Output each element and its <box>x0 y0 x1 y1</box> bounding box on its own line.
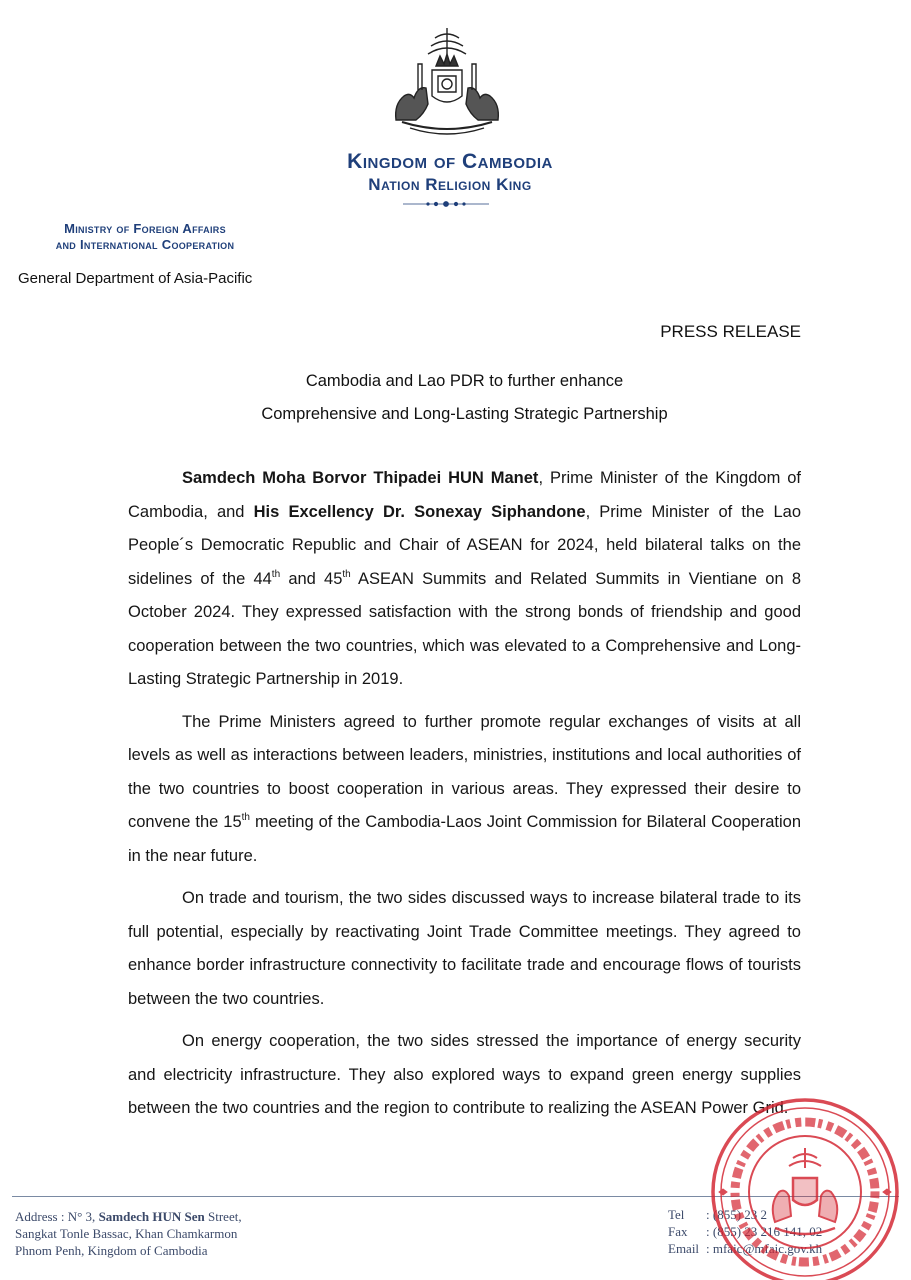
ordinal-suffix: th <box>342 568 351 580</box>
fax-value: : (855) 23 216 141, 02 <box>706 1224 823 1239</box>
address-street-suffix: Street, <box>204 1209 242 1224</box>
email-label: Email <box>668 1241 700 1256</box>
headline-line2: Comprehensive and Long-Lasting Strategic Partnership <box>261 405 668 423</box>
official-red-seal-icon <box>705 1092 905 1280</box>
paragraph-4: On energy cooperation, the two sides stressed the importance of energy security and electricity infrastructure. They also explored ways to expand green energy supplies between the two countries and the region to contribute to realizing the ASEAN Power Grid. <box>128 1032 801 1117</box>
paragraph-1 <box>128 462 801 697</box>
tel-label: Tel <box>668 1207 685 1222</box>
paragraph-2-text-a: The Prime Ministers agreed to further promote regular exchanges of visits at all levels as well as interactions between leaders, ministries, institutions and local authorities of the two countries to boost cooperation in various areas. They expressed their desire to convene the 15 <box>128 712 801 831</box>
email-value: : mfaic@mfaic.gov.kh <box>706 1241 823 1256</box>
department-name: General Department of Asia-Pacific <box>18 270 253 287</box>
paragraph-1-text-c: and 45 <box>280 569 343 588</box>
ministry-name-line2: and International Cooperation <box>55 237 235 252</box>
royal-coat-of-arms-icon <box>388 24 506 140</box>
headline-line1: Cambodia and Lao PDR to further enhance <box>305 372 624 390</box>
paragraph-2-text-b: meeting of the Cambodia-Laos Joint Commission for Bilateral Cooperation in the near future. <box>128 813 801 865</box>
kingdom-title: Kingdom of Cambodia <box>347 150 553 173</box>
footer-address <box>15 1208 242 1259</box>
pm-cambodia-name: Samdech Moha Borvor Thipadei HUN Manet <box>182 469 539 487</box>
address-prefix: Address : N° 3, <box>15 1209 99 1224</box>
address-line-2: Sangkat Tonle Bassac, Khan Chamkarmon <box>15 1226 238 1241</box>
paragraph-1-text-a: , Prime Minister of the Kingdom of Cambodia, and <box>128 469 802 521</box>
address-street-name: Samdech HUN Sen <box>98 1209 205 1224</box>
press-release-body <box>128 462 801 1135</box>
pm-laos-name: His Excellency Dr. Sonexay Siphandone <box>253 502 586 521</box>
address-line-3: Phnom Penh, Kingdom of Cambodia <box>15 1243 208 1258</box>
document-label: PRESS RELEASE <box>660 322 801 341</box>
tel-value: : (855) 23 2 <box>706 1207 768 1222</box>
fax-label: Fax <box>668 1224 688 1239</box>
ministry-name-line1: Ministry of Foreign Affairs <box>64 221 226 236</box>
paragraph-1-text-b: , Prime Minister of the Lao People´s Democratic Republic and Chair of ASEAN for 2024, held bilateral talks on the sidelines of the 44 <box>128 502 802 588</box>
paragraph-1-text-d: ASEAN Summits and Related Summits in Vientiane on 8 October 2024. They expressed satisfaction with the strong bonds of friendship and good cooperation between the two countries, which was elevated to a Comprehensive and Long-Lasting Strategic Partnership in 2019. <box>128 569 801 688</box>
paragraph-2 <box>128 706 801 874</box>
ordinal-suffix: th <box>241 812 250 823</box>
national-motto: Nation Religion King <box>368 175 532 194</box>
paragraph-3: On trade and tourism, the two sides discussed ways to increase bilateral trade to its full potential, especially by reactivating Joint Trade Committee meetings. They agreed to enhance border infrastructure connectivity to facilitate trade and encourage flows of tourists between the two countries. <box>128 889 801 1008</box>
ordinal-suffix: th <box>271 568 281 580</box>
address-line-1 <box>15 1208 242 1225</box>
ornament-divider-icon <box>403 198 489 210</box>
